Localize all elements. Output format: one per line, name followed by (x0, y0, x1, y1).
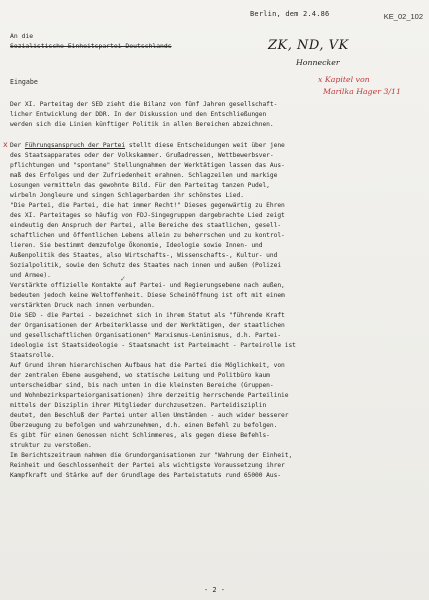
archive-id: KE_02_102 (383, 12, 423, 21)
body-line: unterscheidbar sind, bis nach unten in die kleinsten Bereiche (Gruppen- (10, 382, 274, 389)
body-line: Verstärkte offizielle Kontakte auf Partei- und Regierungsebene nach außen, (10, 282, 285, 289)
body-line: lieren. Sie bestimmt demzufolge Ökonomie, Ideologie sowie Innen- und (10, 242, 263, 249)
heading: Eingabe (10, 78, 38, 86)
handwritten-note-top: ZK, ND, VK (268, 38, 349, 53)
body-line: Es gibt für einen Genossen nicht Schlimmeres, als gegen diese Befehls- (10, 432, 270, 439)
body-line: werden sich die Linien künftiger Politik in allen Bereichen abzeichnen. (10, 121, 274, 128)
body-line: ideologie ist Staatsideologie - Staatsmacht ist Parteimacht - Parteirolle ist (10, 342, 296, 349)
body-line: verstärkten Druck nach innen verbunden. (10, 302, 155, 309)
handwritten-note-sub: Honnecker (296, 58, 340, 67)
address-line-1: An die (10, 32, 34, 40)
body-line: schaftlichen und öffentlichen Lebens allein zu beherrschen und zu kontrol- (10, 232, 285, 239)
body-line: Der XI. Parteitag der SED zieht die Bilanz von fünf Jahren gesellschaft- (10, 101, 278, 108)
body-line: Außenpolitik des Staates, also Wirtschafts-, Wissenschafts-, Kultur- und (10, 252, 278, 259)
margin-mark: x (3, 140, 8, 149)
body-line: der zentralen Ebene ausgehend, wo statische Leitung und Politbüro kaum (10, 372, 270, 379)
body-line: deutet, den Beschluß der Partei unter allen Umständen - auch wider besserer (10, 412, 289, 419)
body-line: und Wohnbezirksparteiorganisationen) ihre derzeitig herrschende Parteilinie (10, 392, 289, 399)
body-line: Die SED - die Partei - bezeichnet sich in ihrem Statut als "führende Kraft (10, 312, 285, 319)
body-line: struktur zu verstoßen. (10, 442, 92, 449)
handwritten-red-note-1: x Kapitel von (318, 75, 370, 84)
body-line: wirbeln Jongleure und singen Schlagerbarden ihr schönstes Lied. (10, 192, 244, 199)
margin-tick-mark: ✓ (120, 275, 126, 283)
body-line: licher Entwicklung der DDR. In der Diskussion und den Entschließungen (10, 111, 267, 118)
address-line-2: Sozialistische Einheitspartei Deutschlands (10, 42, 172, 50)
body-line: und Armee). (10, 272, 51, 279)
dateline: Berlin, dem 2.4.86 (250, 10, 330, 18)
body-line: Reinheit und Geschlossenheit der Partei als wichtigste Voraussetzung ihrer (10, 462, 285, 469)
body-line: und gesellschaftlichen Organisationen" Marxismus-Leninismus, d.h. Partei- (10, 332, 282, 339)
body-line: bedeuten jedoch keine Weltoffenheit. Diese Scheinöffnung ist oft mit einem (10, 292, 285, 299)
body-line: Losungen vermitteln das gewohnte Bild. Für den Parteitag tanzen Pudel, (10, 182, 270, 189)
handwritten-red-note-2: Marilka Hager 3/11 (323, 87, 401, 96)
body-line: mittels der Disziplin ihrer Mitglieder durchzusetzen. Parteidisziplin (10, 402, 267, 409)
body-line: pflichtungen und "spontane" Stellungnahmen der Werktätigen lassen das Aus- (10, 162, 285, 169)
body-line: Überzeugung zu befolgen und wahrzunehmen, d.h. einen Befehl zu befolgen. (10, 422, 278, 429)
body-line: Der Führungsanspruch der Partei stellt diese Entscheidungen weit über jene (10, 142, 285, 149)
body-line: des XI. Parteitages so häufig von FDJ-Singegruppen dargebrachte Lied zeigt (10, 212, 285, 219)
body-line: Im Berichtszeitraum nahmen die Grundorganisationen zur "Wahrung der Einheit, (10, 452, 293, 459)
body-line: des Staatsapparates oder der Volkskammer. Grußadressen, Wettbewerbsver- (10, 152, 274, 159)
body-line: eindeutig den Anspruch der Partei, alle Bereiche des staatlichen, gesell- (10, 222, 282, 229)
body-line: Staatsrolle. (10, 352, 55, 359)
page-number: - 2 - (203, 586, 226, 594)
body-line: Auf Grund ihrem hierarchischen Aufbaus hat die Partei die Möglichkeit, von (10, 362, 285, 369)
body-line: Kampfkraft und Stärke auf der Grundlage des Parteistatuts rund 65000 Aus- (10, 472, 282, 479)
body-line: maß des Erfolges und der Zufriedenheit erahnen. Schlagzeilen und markige (10, 172, 278, 179)
body-line: der Organisationen der Arbeiterklasse und der Werktätigen, der staatlichen (10, 322, 285, 329)
body-line: Sozialpolitik, sowie den Schutz des Staates nach innen und außen (Polizei (10, 262, 282, 269)
body-line: "Die Partei, die Partei, die hat immer Recht!" Dieses gegenwärtig zu Ehren (10, 202, 285, 209)
